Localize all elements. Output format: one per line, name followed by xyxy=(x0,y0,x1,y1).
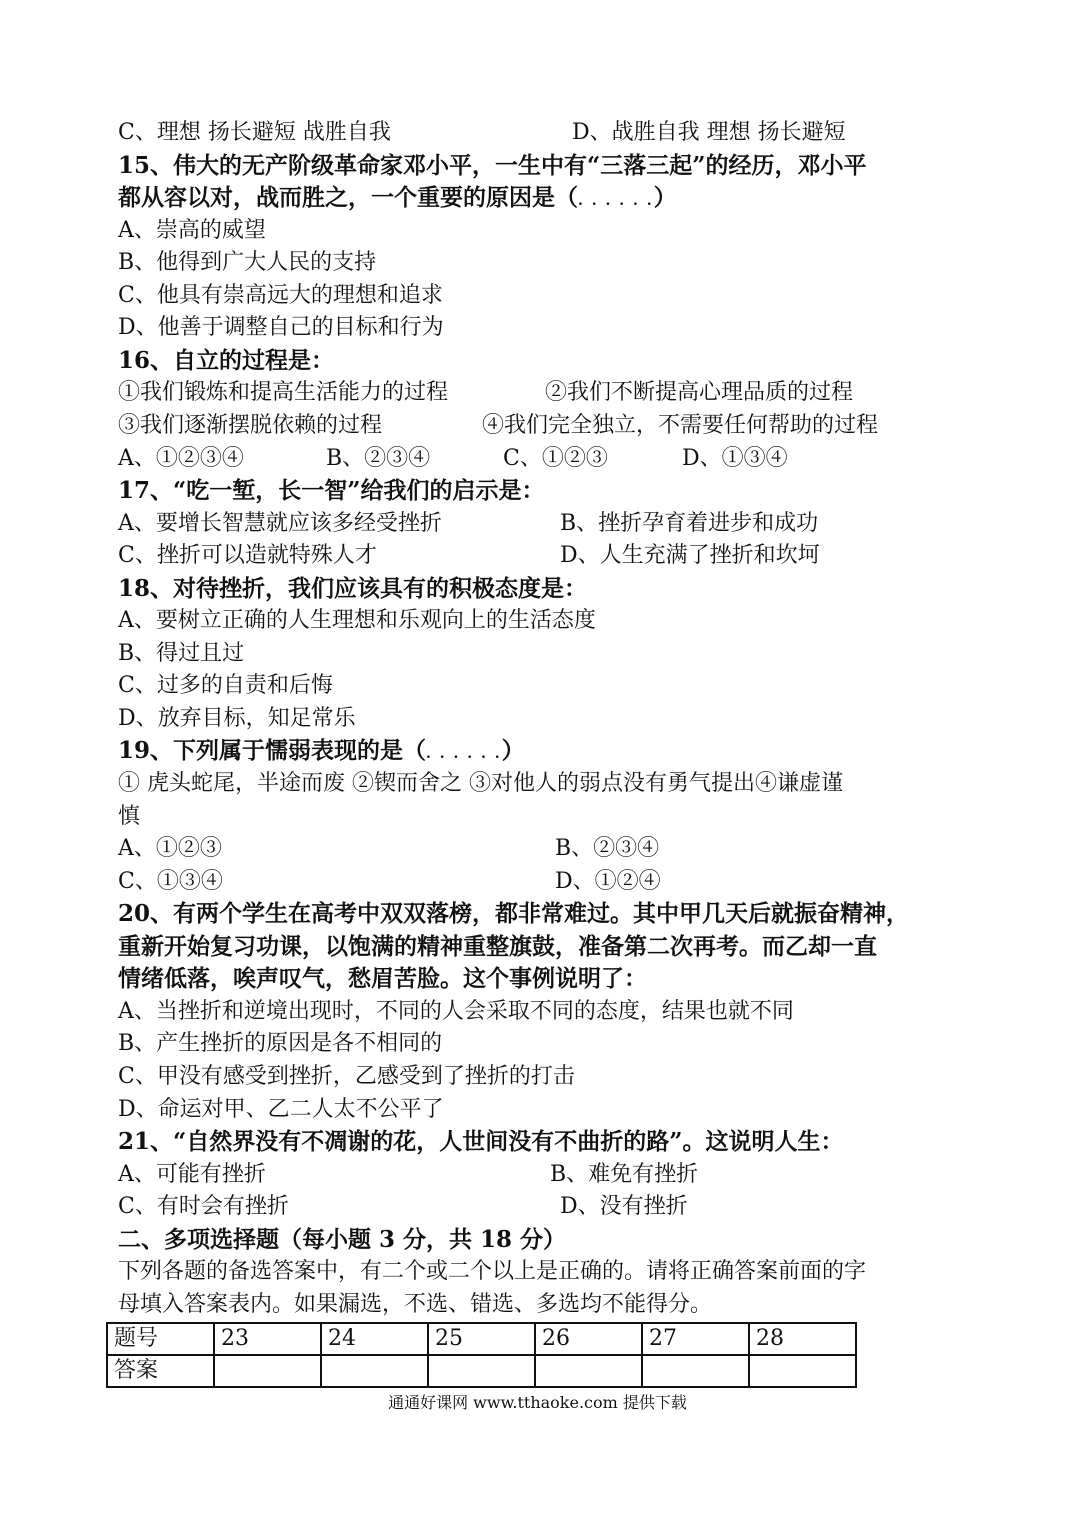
option-c: C、①②③ xyxy=(503,445,608,471)
line-text: 慎 xyxy=(118,803,141,829)
line-text: 重新开始复习功课，以饱满的精神重整旗鼓，准备第二次再考。而乙却一直 xyxy=(118,932,877,960)
line-text: B、他得到广大人民的支持 xyxy=(118,250,377,276)
line-text: 17、“吃一堑，长一智”给我们的启示是： xyxy=(118,477,545,505)
option-a: A、①②③ xyxy=(118,836,222,862)
line-text: D、他善于调整自己的目标和行为 xyxy=(118,315,444,341)
question-stem-line xyxy=(118,183,677,213)
line-text: C、过多的自责和后悔 xyxy=(118,673,333,699)
answer-cell[interactable] xyxy=(214,1355,321,1387)
line-text: B、产生挫折的原因是各不相同的 xyxy=(118,1031,443,1057)
option-b: B、②③④ xyxy=(555,836,660,862)
question-stem-line xyxy=(118,574,587,604)
line-text: A、要树立正确的人生理想和乐观向上的生活态度 xyxy=(118,608,596,634)
text-line xyxy=(118,1062,575,1092)
footer-credit: 通通好课网 www.tthaoke.com 提供下载 xyxy=(388,1393,687,1412)
answer-cell[interactable] xyxy=(428,1355,535,1387)
question-stem-line xyxy=(118,736,525,766)
question-stem-line xyxy=(118,964,647,994)
line-text: 母填入答案表内。如果漏选，不选、错选、多选均不能得分。 xyxy=(118,1291,713,1317)
answer-cell[interactable] xyxy=(749,1355,856,1387)
question-stem-line xyxy=(118,151,866,181)
answer-cell[interactable] xyxy=(642,1355,749,1387)
answer-label-cell: 答案 xyxy=(107,1355,214,1387)
line-text: B、得过且过 xyxy=(118,640,245,666)
option-d: D、①③④ xyxy=(682,445,788,471)
option-b: D、战胜自我 理想 扬长避短 xyxy=(572,120,846,145)
text-line xyxy=(118,281,443,311)
number-cell: 26 xyxy=(535,1323,642,1355)
line-text: C、甲没有感受到挫折，乙感受到了挫折的打击 xyxy=(118,1063,575,1089)
text-line xyxy=(118,541,820,571)
text-line xyxy=(118,606,596,636)
line-text: ① 虎头蛇尾，半途而废 ②锲而舍之 ③对他人的弱点没有勇气提出④谦虚谨 xyxy=(118,771,843,796)
option-a: ①我们锻炼和提高生活能力的过程 xyxy=(118,380,449,406)
question-stem-line xyxy=(118,346,334,376)
option-a: A、要增长智慧就应该多经受挫折 xyxy=(118,510,442,536)
option-b: D、人生充满了挫折和坎坷 xyxy=(560,543,820,569)
text-line xyxy=(118,1160,699,1190)
answer-table-answer-row xyxy=(107,1355,856,1387)
option-b: D、①②④ xyxy=(555,868,661,894)
number-cell: 23 xyxy=(214,1323,321,1355)
text-line xyxy=(118,997,794,1027)
question-stem-line xyxy=(118,899,909,929)
text-line xyxy=(118,802,140,832)
number-cell: 25 xyxy=(428,1323,535,1355)
text-line xyxy=(118,704,356,734)
line-text: 情绪低落，唉声叹气，愁眉苦脸。这个事例说明了： xyxy=(118,965,647,993)
number-cell: 28 xyxy=(749,1323,856,1355)
number-cell: 27 xyxy=(642,1323,749,1355)
answer-table xyxy=(106,1322,857,1388)
text-line xyxy=(118,639,244,669)
option-b: ④我们完全独立，不需要任何帮助的过程 xyxy=(482,412,879,438)
answer-cell[interactable] xyxy=(535,1355,642,1387)
answer-blank-dots: . . . . . . xyxy=(578,193,654,210)
line-text: 二、多项选择题（每小题 3 分，共 18 分） xyxy=(118,1225,567,1253)
option-b: B、②③④ xyxy=(326,445,431,471)
text-line xyxy=(118,1029,442,1059)
line-text: D、命运对甲、乙二人太不公平了 xyxy=(118,1096,444,1122)
line-text: 15、伟大的无产阶级革命家邓小平，一生中有“三落三起”的经历，邓小平 xyxy=(118,151,867,179)
text-line xyxy=(118,867,661,897)
number-cell: 24 xyxy=(321,1323,428,1355)
line-text: C、他具有崇高远大的理想和追求 xyxy=(118,282,443,308)
option-a: C、①③④ xyxy=(118,868,223,894)
option-a: A、①②③④ xyxy=(118,445,244,471)
line-text: 下列各题的备选答案中，有二个或二个以上是正确的。请将正确答案前面的字 xyxy=(118,1259,867,1285)
closing-paren: ） xyxy=(501,737,525,765)
text-line xyxy=(118,1257,866,1287)
answer-cell[interactable] xyxy=(321,1355,428,1387)
text-line xyxy=(118,216,266,246)
option-a: C、有时会有挫折 xyxy=(118,1194,289,1220)
option-b: D、没有挫折 xyxy=(560,1194,688,1220)
question-stem-line xyxy=(118,1127,843,1157)
line-text: A、当挫折和逆境出现时，不同的人会采取不同的态度，结果也就不同 xyxy=(118,998,794,1024)
question-stem-line xyxy=(118,476,544,506)
text-line xyxy=(118,1192,688,1222)
text-line xyxy=(118,411,879,441)
text-line xyxy=(118,509,819,539)
question-stem-line xyxy=(118,1225,566,1255)
line-text: 都从容以对，战而胜之，一个重要的原因是（ xyxy=(118,184,578,212)
text-line xyxy=(118,769,843,799)
text-line xyxy=(118,378,854,408)
answer-blank-dots: . . . . . . xyxy=(426,746,502,763)
answer-table-header-row xyxy=(107,1323,856,1355)
text-line xyxy=(118,1290,712,1320)
option-a: C、挫折可以造就特殊人才 xyxy=(118,543,377,569)
question-stem-line xyxy=(118,932,877,962)
text-line xyxy=(118,444,788,474)
text-line xyxy=(118,1095,444,1125)
option-a: A、可能有挫折 xyxy=(118,1161,266,1187)
option-b: B、挫折孕育着进步和成功 xyxy=(560,510,819,536)
line-text: 19、下列属于懦弱表现的是（ xyxy=(118,737,427,765)
line-text: 16、自立的过程是： xyxy=(118,346,335,374)
text-line xyxy=(118,118,846,148)
line-text: 21、“自然界没有不凋谢的花，人世间没有不曲折的路”。这说明人生： xyxy=(118,1128,844,1156)
text-line xyxy=(118,834,660,864)
text-line xyxy=(118,671,333,701)
line-text: A、崇高的威望 xyxy=(118,217,266,243)
line-text: 20、有两个学生在高考中双双落榜，都非常难过。其中甲几天后就振奋精神， xyxy=(118,900,910,928)
text-line xyxy=(118,313,444,343)
option-a: ③我们逐渐摆脱依赖的过程 xyxy=(118,412,383,438)
closing-paren: ） xyxy=(653,184,677,212)
option-a: C、理想 扬长避短 战胜自我 xyxy=(118,120,391,145)
text-line xyxy=(118,248,376,278)
option-b: B、难免有挫折 xyxy=(550,1161,699,1187)
line-text: D、放弃目标，知足常乐 xyxy=(118,705,356,731)
line-text: 18、对待挫折，我们应该具有的积极态度是： xyxy=(118,574,588,602)
option-b: ②我们不断提高心理品质的过程 xyxy=(545,380,854,406)
header-label-cell: 题号 xyxy=(107,1323,214,1355)
